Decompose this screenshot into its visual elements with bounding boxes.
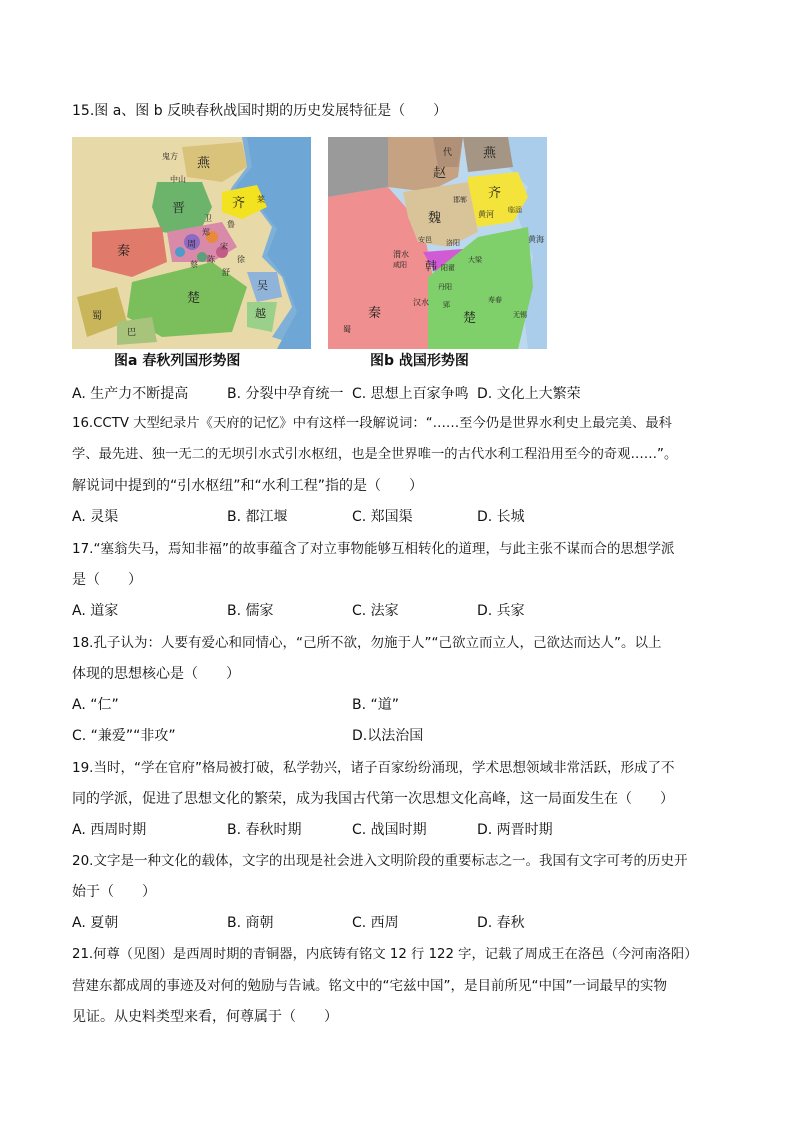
svg-text:临淄: 临淄 bbox=[508, 206, 522, 214]
svg-text:楚: 楚 bbox=[463, 311, 477, 326]
svg-text:徐: 徐 bbox=[237, 255, 245, 264]
svg-text:黄海: 黄海 bbox=[528, 235, 544, 244]
q16-line-2: 学、最先进、独一无二的无坝引水式引水枢纽，也是全世界唯一的古代水利工程沿用至今的奇观……”。 bbox=[72, 447, 678, 462]
svg-text:丹阳: 丹阳 bbox=[438, 283, 452, 291]
q21-line-1: 21.何尊（见图）是西周时期的青铜器，内底铸有铭文 12 行 122 字，记载了周成王在洛邑（今河南洛阳） bbox=[72, 947, 698, 962]
svg-text:鲁: 鲁 bbox=[227, 220, 235, 229]
svg-text:宋: 宋 bbox=[220, 242, 228, 251]
svg-text:黄河: 黄河 bbox=[478, 210, 494, 219]
svg-text:汉水: 汉水 bbox=[413, 298, 429, 307]
q17-option-c[interactable]: C. 法家 bbox=[352, 603, 399, 619]
svg-text:中山: 中山 bbox=[170, 175, 186, 184]
map-a-caption: 图a 春秋列国形势图 bbox=[114, 353, 241, 369]
svg-text:无锡: 无锡 bbox=[513, 311, 527, 319]
svg-text:燕: 燕 bbox=[197, 156, 211, 171]
svg-text:秦: 秦 bbox=[117, 244, 131, 259]
svg-text:寿春: 寿春 bbox=[488, 296, 502, 304]
q15-option-a[interactable]: A. 生产力不断提高 bbox=[72, 386, 189, 402]
q21-line-3: 见证。从史料类型来看，何尊属于（ ） bbox=[72, 1009, 338, 1025]
q17-option-d[interactable]: D. 兵家 bbox=[477, 603, 525, 619]
q20-option-d[interactable]: D. 春秋 bbox=[477, 915, 525, 931]
svg-text:赵: 赵 bbox=[433, 166, 447, 181]
q19-option-b[interactable]: B. 春秋时期 bbox=[227, 822, 302, 838]
q20-line-2: 始于（ ） bbox=[72, 884, 156, 900]
svg-text:洛阳: 洛阳 bbox=[446, 239, 460, 247]
q16-option-b[interactable]: B. 都江堰 bbox=[227, 509, 288, 525]
q18-option-c[interactable]: C. “兼爱”“非攻” bbox=[72, 728, 176, 744]
q19-option-d[interactable]: D. 两晋时期 bbox=[477, 822, 553, 838]
svg-text:越: 越 bbox=[255, 307, 266, 320]
q20-line-1: 20.文字是一种文化的载体，文字的出现是社会进入文明阶段的重要标志之一。我国有文字可考的历史开 bbox=[72, 853, 688, 869]
svg-text:郢: 郢 bbox=[443, 301, 450, 309]
svg-text:吴: 吴 bbox=[257, 279, 268, 292]
q20-option-a[interactable]: A. 夏朝 bbox=[72, 915, 119, 931]
q19-option-c[interactable]: C. 战国时期 bbox=[352, 822, 427, 838]
svg-text:齐: 齐 bbox=[488, 186, 502, 201]
svg-text:代: 代 bbox=[443, 148, 453, 158]
q16-option-c[interactable]: C. 郑国渠 bbox=[352, 509, 413, 525]
q18-line-1: 18.孔子认为：人要有爱心和同情心，“己所不欲，勿施于人”“己欲立而立人，己欲达而达人”。以上 bbox=[72, 635, 662, 651]
svg-text:蔡: 蔡 bbox=[190, 260, 198, 269]
q17-line-1: 17.“塞翁失马，焉知非福”的故事蕴含了对立事物能够互相转化的道理，与此主张不谋而合的思想学派 bbox=[72, 541, 675, 557]
q18-option-d[interactable]: D.以法治国 bbox=[352, 728, 424, 744]
q20-option-b[interactable]: B. 商朝 bbox=[227, 915, 274, 931]
q21-line-2: 营建东都成周的事迹及对何的勉励与告诫。铭文中的“宅兹中国”，是目前所见“中国”一词最早的实物 bbox=[72, 978, 667, 994]
q15-stem: 15.图 a、图 b 反映春秋战国时期的历史发展特征是（ ） bbox=[72, 103, 448, 119]
q17-line-2: 是（ ） bbox=[72, 572, 142, 588]
q18-option-b[interactable]: B. “道” bbox=[352, 697, 400, 713]
q16-line-3: 解说词中提到的“引水枢纽”和“水利工程”指的是（ ） bbox=[72, 478, 424, 494]
svg-text:晋: 晋 bbox=[172, 201, 186, 216]
svg-text:蜀: 蜀 bbox=[343, 325, 351, 334]
svg-text:巴: 巴 bbox=[127, 328, 137, 338]
svg-text:蜀: 蜀 bbox=[92, 311, 102, 322]
q18-line-2: 体现的思想核心是（ ） bbox=[72, 666, 240, 682]
svg-text:陈: 陈 bbox=[207, 255, 215, 264]
svg-text:大梁: 大梁 bbox=[468, 256, 482, 264]
q18-option-a[interactable]: A. “仁” bbox=[72, 697, 119, 713]
spring-autumn-map bbox=[72, 137, 311, 349]
svg-text:咸阳: 咸阳 bbox=[393, 261, 407, 269]
map-b-caption: 图b 战国形势图 bbox=[370, 353, 469, 369]
svg-text:舒: 舒 bbox=[222, 268, 230, 277]
svg-text:韩: 韩 bbox=[425, 259, 438, 273]
svg-text:卫: 卫 bbox=[204, 214, 212, 223]
svg-text:楚: 楚 bbox=[187, 291, 201, 306]
svg-text:周: 周 bbox=[187, 240, 197, 250]
svg-text:安邑: 安邑 bbox=[418, 236, 432, 244]
warring-states-map bbox=[328, 137, 547, 349]
svg-text:郑: 郑 bbox=[202, 228, 210, 237]
q19-line-1: 19.当时，“学在官府”格局被打破，私学勃兴，诸子百家纷纷涌现，学术思想领域非常活跃，形成了不 bbox=[72, 760, 675, 776]
svg-text:渭水: 渭水 bbox=[393, 250, 409, 259]
svg-text:阳翟: 阳翟 bbox=[441, 264, 455, 272]
q16-option-a[interactable]: A. 灵渠 bbox=[72, 509, 119, 525]
svg-text:莱: 莱 bbox=[257, 195, 265, 204]
q15-option-d[interactable]: D. 文化上大繁荣 bbox=[477, 386, 581, 402]
svg-text:魏: 魏 bbox=[428, 211, 442, 226]
svg-text:燕: 燕 bbox=[483, 146, 497, 161]
q20-option-c[interactable]: C. 西周 bbox=[352, 915, 399, 931]
q15-option-b[interactable]: B. 分裂中孕育统一 bbox=[227, 386, 344, 402]
q17-option-a[interactable]: A. 道家 bbox=[72, 603, 119, 619]
q19-line-2: 同的学派，促进了思想文化的繁荣，成为我国古代第一次思想文化高峰，这一局面发生在（ ） bbox=[72, 791, 674, 807]
q19-option-a[interactable]: A. 西周时期 bbox=[72, 822, 147, 838]
q17-option-b[interactable]: B. 儒家 bbox=[227, 603, 274, 619]
q16-line-1: 16.CCTV 大型纪录片《天府的记忆》中有这样一段解说词：“……至今仍是世界水利史上最完美、最科 bbox=[72, 416, 672, 431]
svg-text:秦: 秦 bbox=[368, 306, 382, 321]
svg-text:齐: 齐 bbox=[232, 196, 246, 211]
q16-option-d[interactable]: D. 长城 bbox=[477, 509, 525, 525]
svg-text:邯郸: 邯郸 bbox=[453, 196, 467, 204]
svg-text:鬼方: 鬼方 bbox=[162, 152, 178, 161]
q15-option-c[interactable]: C. 思想上百家争鸣 bbox=[352, 386, 469, 402]
